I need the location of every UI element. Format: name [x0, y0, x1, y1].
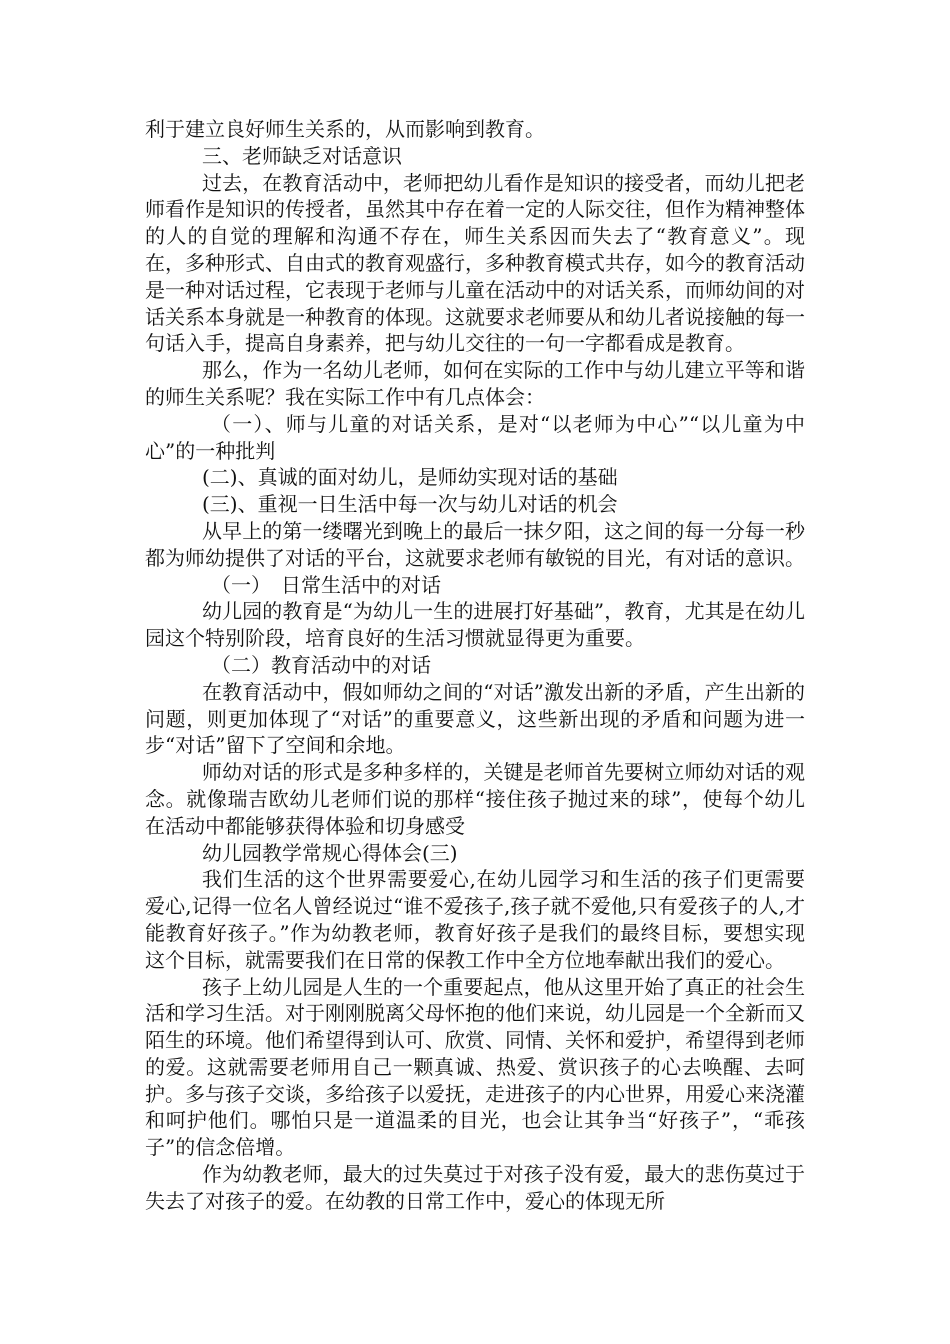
- subheading: （一）、师与儿童的对话关系，是对“以老师为中心”“以儿童为中心”的一种批判: [145, 411, 805, 463]
- section-heading: 三、老师缺乏对话意识: [202, 143, 402, 168]
- paragraph: 在教育活动中，假如师幼之间的“对话”激发出新的矛盾，产生出新的问题，则更加体现了“对话”的重要意义，这些新出现的矛盾和问题为进一步“对话”留下了空间和余地。: [145, 679, 805, 758]
- document-body: [145, 116, 805, 1215]
- paragraph: 作为幼教老师，最大的过失莫过于对孩子没有爱，最大的悲伤莫过于失去了对孩子的爱。在幼教的日常工作中，爱心的体现无所: [145, 1162, 805, 1213]
- paragraph: 那么，作为一名幼儿老师，如何在实际的工作中与幼儿建立平等和谐的师生关系呢？我在实际工作中有几点体会：: [145, 358, 805, 409]
- paragraph: 我们生活的这个世界需要爱心,在幼儿园学习和生活的孩子们更需要爱心,记得一位名人曾经说过“谁不爱孩子,孩子就不爱他,只有爱孩子的人,才能教育好孩子。”作为幼教老师，教育好孩子是我们的最终目标，要想实现这个目标，就需要我们在日常的保教工作中全方位地奉献出我们的爱心。: [145, 867, 805, 972]
- subheading: （一） 日常生活中的对话: [211, 572, 441, 597]
- paragraph: 从早上的第一缕曙光到晚上的最后一抹夕阳，这之间的每一分每一秒都为师幼提供了对话的平台，这就要求老师有敏锐的目光，有对话的意识。: [145, 518, 805, 570]
- paragraph: 孩子上幼儿园是人生的一个重要起点，他从这里开始了真正的社会生活和学习生活。对于刚刚脱离父母怀抱的他们来说，幼儿园是一个全新而又陌生的环境。他们希望得到认可、欣赏、同情、关怀和爱护，希望得到老师的爱。这就需要老师用自己一颗真诚、热爱、赏识孩子的心去唤醒、去呵护。多与孩子交谈，多给孩子以爱抚，走进孩子的内心世界，用爱心来浇灌和呵护他们。哪怕只是一道温柔的目光，也会让其争当“好孩子”，“乖孩子”的信念倍增。: [145, 974, 805, 1160]
- paragraph: 师幼对话的形式是多种多样的，关键是老师首先要树立师幼对话的观念。就像瑞吉欧幼儿老师们说的那样“接住孩子抛过来的球”，使每个幼儿在活动中都能够获得体验和切身感受: [145, 760, 805, 838]
- paragraph-continuation: 利于建立良好师生关系的，从而影响到教育。: [145, 117, 545, 141]
- subheading: （二）教育活动中的对话: [211, 652, 431, 677]
- subheading: (三)、重视一日生活中每一次与幼儿对话的机会: [202, 492, 618, 517]
- paragraph: 过去，在教育活动中，老师把幼儿看作是知识的接受者，而幼儿把老师看作是知识的传授者，虽然其中存在着一定的人际交往，但作为精神整体的人的自觉的理解和沟通不存在，师生关系因而失去了“教育意义”。现在，多种形式、自由式的教育观盛行，多种教育模式共存，如今的教育活动是一种对话过程，它表现于老师与儿童在活动中的对话关系，而师幼间的对话关系本身就是一种教育的体现。这就要求老师要从和幼儿者说接触的每一句话入手，提高自身素养，把与幼儿交往的一句一字都看成是教育。: [145, 170, 805, 356]
- subheading: (二)、真诚的面对幼儿，是师幼实现对话的基础: [202, 465, 618, 490]
- paragraph: 幼儿园的教育是“为幼儿一生的进展打好基础”，教育，尤其是在幼儿园这个特别阶段，培育良好的生活习惯就显得更为重要。: [145, 599, 805, 651]
- article-title: 幼儿园教学常规心得体会(三): [202, 840, 458, 865]
